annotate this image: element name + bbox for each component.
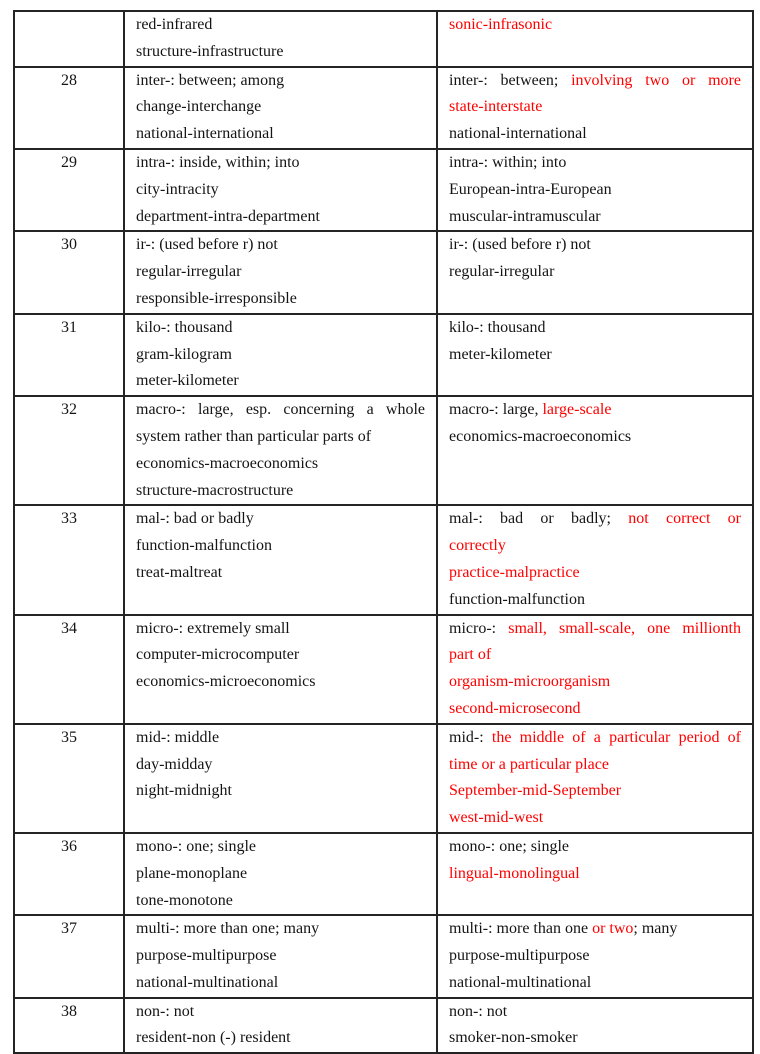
table-row xyxy=(14,505,753,614)
text-line xyxy=(136,177,425,204)
text-segment: multi-: more than one xyxy=(449,920,593,938)
prefix-cell-right xyxy=(437,724,753,833)
text-segment: state-interstate xyxy=(449,98,543,116)
text-line xyxy=(136,752,425,779)
text-segment: kilo-: thousand xyxy=(136,318,233,336)
row-number-cell xyxy=(14,67,124,149)
row-number: 30 xyxy=(61,236,77,254)
text-line xyxy=(449,999,741,1026)
table-row xyxy=(14,615,753,724)
row-number-cell xyxy=(14,915,124,997)
text-segment: inter-: between; xyxy=(449,71,572,89)
text-segment: the middle of a particular period of xyxy=(491,728,741,746)
row-number-cell xyxy=(14,11,124,67)
row-number: 32 xyxy=(61,401,77,419)
text-line xyxy=(136,725,425,752)
text-line xyxy=(136,970,425,997)
prefix-cell-left xyxy=(124,998,437,1054)
table-row xyxy=(14,998,753,1054)
text-line xyxy=(136,560,425,587)
text-line xyxy=(136,368,425,395)
text-segment: regular-irregular xyxy=(449,263,555,281)
prefix-cell-left xyxy=(124,724,437,833)
text-line xyxy=(136,642,425,669)
text-line xyxy=(136,39,425,66)
prefix-cell-right xyxy=(437,11,753,67)
text-segment: function-malfunction xyxy=(136,537,272,555)
prefix-cell-left xyxy=(124,615,437,724)
text-segment: computer-microcomputer xyxy=(136,646,300,664)
text-segment: tone-monotone xyxy=(136,891,233,909)
row-number-cell xyxy=(14,998,124,1054)
prefix-table xyxy=(13,10,754,1054)
prefix-cell-left xyxy=(124,231,437,313)
text-line xyxy=(136,943,425,970)
text-line xyxy=(449,121,741,148)
text-segment: mid-: xyxy=(449,728,492,746)
text-line xyxy=(449,805,741,832)
text-segment: plane-monoplane xyxy=(136,864,248,882)
text-segment: mal-: bad or badly xyxy=(136,510,254,528)
text-line xyxy=(136,424,425,451)
prefix-cell-right xyxy=(437,833,753,915)
text-line xyxy=(449,232,741,259)
text-line xyxy=(136,12,425,39)
text-segment: structure-macrostructure xyxy=(136,481,294,499)
text-line xyxy=(136,478,425,505)
text-segment: purpose-multipurpose xyxy=(449,947,590,965)
text-segment: responsible-irresponsible xyxy=(136,289,297,307)
text-line xyxy=(136,121,425,148)
text-segment: smoker-non-smoker xyxy=(449,1029,578,1047)
text-segment: mal-: bad or badly; xyxy=(449,510,629,528)
text-segment: time or a particular place xyxy=(449,755,609,773)
prefix-table-body xyxy=(14,11,753,1053)
text-segment: intra-: inside, within; into xyxy=(136,153,300,171)
text-segment: purpose-multipurpose xyxy=(136,947,277,965)
text-segment: meter-kilometer xyxy=(136,372,239,390)
prefix-cell-left xyxy=(124,505,437,614)
row-number: 36 xyxy=(61,837,77,855)
text-line xyxy=(449,616,741,643)
text-line xyxy=(136,259,425,286)
text-segment: large-scale xyxy=(542,401,612,419)
row-number-cell xyxy=(14,231,124,313)
text-line xyxy=(449,12,741,39)
prefix-cell-left xyxy=(124,915,437,997)
text-segment: second-microsecond xyxy=(449,699,581,717)
row-number: 34 xyxy=(61,619,77,637)
text-segment: national-multinational xyxy=(449,973,592,991)
prefix-cell-right xyxy=(437,505,753,614)
prefix-cell-left xyxy=(124,833,437,915)
prefix-cell-left xyxy=(124,67,437,149)
text-segment: regular-irregular xyxy=(136,263,242,281)
text-segment: city-intracity xyxy=(136,180,219,198)
row-number-cell xyxy=(14,615,124,724)
table-row xyxy=(14,149,753,231)
text-line xyxy=(136,669,425,696)
text-segment: non-: not xyxy=(136,1002,195,1020)
text-segment: non-: not xyxy=(449,1002,508,1020)
text-line xyxy=(449,424,741,451)
text-segment: economics-macroeconomics xyxy=(449,427,632,445)
prefix-cell-right xyxy=(437,314,753,396)
text-segment: treat-maltreat xyxy=(136,563,223,581)
text-segment: economics-macroeconomics xyxy=(136,454,319,472)
prefix-cell-right xyxy=(437,149,753,231)
text-segment: mid-: middle xyxy=(136,728,220,746)
prefix-cell-right xyxy=(437,67,753,149)
text-segment: micro-: xyxy=(449,619,509,637)
text-line xyxy=(449,642,741,669)
text-segment: national-international xyxy=(449,125,587,143)
row-number: 38 xyxy=(61,1002,77,1020)
text-line xyxy=(136,888,425,915)
prefix-cell-left xyxy=(124,396,437,505)
row-number: 28 xyxy=(61,71,77,89)
text-segment: muscular-intramuscular xyxy=(449,207,601,225)
table-row xyxy=(14,231,753,313)
text-segment: micro-: extremely small xyxy=(136,619,290,637)
prefix-cell-right xyxy=(437,998,753,1054)
text-line xyxy=(449,342,741,369)
text-line xyxy=(449,752,741,779)
text-segment: mono-: one; single xyxy=(449,837,569,855)
text-segment: ir-: (used before r) not xyxy=(449,236,591,254)
text-line xyxy=(449,696,741,723)
prefix-cell-left xyxy=(124,11,437,67)
text-line xyxy=(136,315,425,342)
text-line xyxy=(136,861,425,888)
text-segment: lingual-monolingual xyxy=(449,864,580,882)
text-segment: kilo-: thousand xyxy=(449,318,546,336)
text-line xyxy=(449,204,741,231)
table-row xyxy=(14,11,753,67)
text-line xyxy=(449,669,741,696)
text-segment: national-multinational xyxy=(136,973,279,991)
text-line xyxy=(136,916,425,943)
row-number: 35 xyxy=(61,728,77,746)
text-line xyxy=(136,778,425,805)
text-line xyxy=(449,916,741,943)
text-line xyxy=(449,1025,741,1052)
text-segment: ; many xyxy=(633,920,678,938)
text-line xyxy=(136,834,425,861)
text-line xyxy=(449,259,741,286)
text-segment: resident-non (-) resident xyxy=(136,1029,291,1047)
text-line xyxy=(136,342,425,369)
text-segment: red-infrared xyxy=(136,16,213,33)
prefix-cell-right xyxy=(437,396,753,505)
prefix-cell-left xyxy=(124,149,437,231)
text-segment: organism-microorganism xyxy=(449,673,611,691)
table-row xyxy=(14,724,753,833)
text-segment: part of xyxy=(449,646,492,664)
prefix-cell-left xyxy=(124,314,437,396)
text-line xyxy=(449,970,741,997)
row-number-cell xyxy=(14,149,124,231)
text-segment: economics-microeconomics xyxy=(136,673,316,691)
text-segment: not correct or xyxy=(628,510,742,528)
text-line xyxy=(449,778,741,805)
row-number-cell xyxy=(14,505,124,614)
text-segment: function-malfunction xyxy=(449,590,585,608)
prefix-cell-right xyxy=(437,231,753,313)
text-segment: European-intra-European xyxy=(449,180,612,198)
prefix-cell-right xyxy=(437,615,753,724)
text-line xyxy=(449,315,741,342)
text-line xyxy=(449,397,741,424)
text-segment: gram-kilogram xyxy=(136,345,232,363)
text-line xyxy=(136,506,425,533)
row-number: 31 xyxy=(61,318,77,336)
text-line xyxy=(449,506,741,533)
text-line xyxy=(449,587,741,614)
text-line xyxy=(136,204,425,231)
table-row xyxy=(14,314,753,396)
text-line xyxy=(449,861,741,888)
text-segment: intra-: within; into xyxy=(449,153,567,171)
text-segment: inter-: between; among xyxy=(136,71,285,89)
text-line xyxy=(136,999,425,1026)
text-segment: involving two or more xyxy=(571,71,741,89)
text-line xyxy=(449,177,741,204)
text-line xyxy=(449,943,741,970)
text-segment: mono-: one; single xyxy=(136,837,256,855)
text-segment: meter-kilometer xyxy=(449,345,552,363)
row-number-cell xyxy=(14,724,124,833)
text-segment: macro-: large, xyxy=(449,401,543,419)
text-segment: west-mid-west xyxy=(449,809,544,827)
text-line xyxy=(449,150,741,177)
table-row xyxy=(14,396,753,505)
table-row xyxy=(14,915,753,997)
text-segment: or two xyxy=(592,920,634,938)
text-segment: night-midnight xyxy=(136,782,232,800)
text-line xyxy=(136,94,425,121)
text-line xyxy=(136,533,425,560)
text-line xyxy=(136,232,425,259)
text-segment: department-intra-department xyxy=(136,207,320,225)
prefix-cell-right xyxy=(437,915,753,997)
row-number-cell xyxy=(14,314,124,396)
text-line xyxy=(449,725,741,752)
text-line xyxy=(449,533,741,560)
text-segment: change-interchange xyxy=(136,98,262,116)
text-segment: sonic-infrasonic xyxy=(449,16,553,33)
text-segment: practice-malpractice xyxy=(449,563,580,581)
text-line xyxy=(449,68,741,95)
text-segment: day-midday xyxy=(136,755,213,773)
text-segment: macro-: large, esp. concerning a whole xyxy=(136,401,425,419)
table-row xyxy=(14,67,753,149)
text-line xyxy=(449,834,741,861)
text-segment: structure-infrastructure xyxy=(136,42,284,60)
text-segment: multi-: more than one; many xyxy=(136,920,320,938)
text-line xyxy=(449,560,741,587)
text-segment: national-international xyxy=(136,125,274,143)
text-segment: correctly xyxy=(449,537,506,555)
text-line xyxy=(136,616,425,643)
table-row xyxy=(14,833,753,915)
text-line xyxy=(136,150,425,177)
row-number: 33 xyxy=(61,510,77,528)
text-segment: system rather than particular parts of xyxy=(136,427,372,445)
text-segment: ir-: (used before r) not xyxy=(136,236,278,254)
row-number: 29 xyxy=(61,153,77,171)
row-number: 37 xyxy=(61,920,77,938)
row-number-cell xyxy=(14,396,124,505)
text-line xyxy=(136,286,425,313)
text-line xyxy=(449,94,741,121)
text-line xyxy=(136,1025,425,1052)
text-line xyxy=(136,68,425,95)
text-line xyxy=(136,397,425,424)
row-number-cell xyxy=(14,833,124,915)
text-segment: September-mid-September xyxy=(449,782,622,800)
text-segment: small, small-scale, one millionth xyxy=(508,619,741,637)
text-line xyxy=(136,451,425,478)
